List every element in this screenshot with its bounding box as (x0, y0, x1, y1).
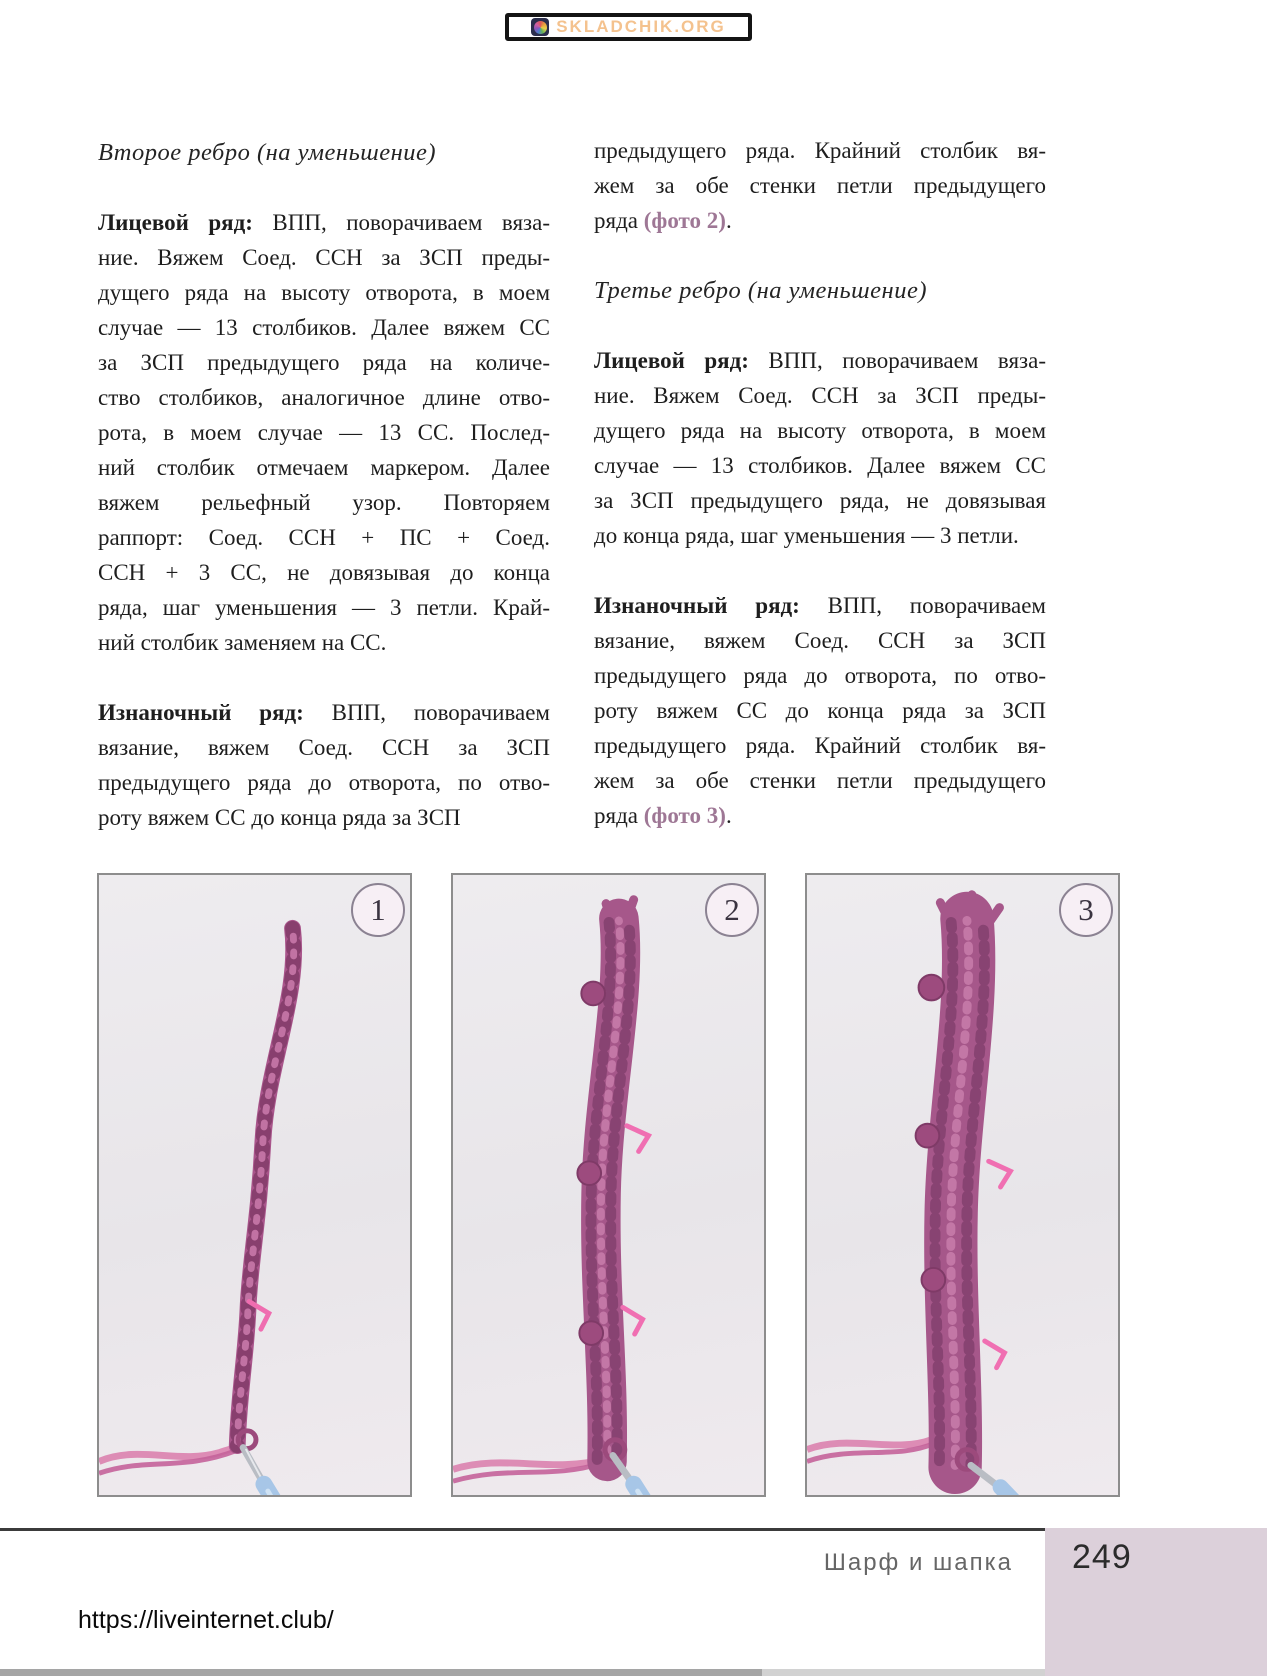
text-run: . (725, 208, 732, 233)
photo-number: 1 (370, 892, 386, 927)
paragraph (98, 205, 550, 660)
text-line (594, 518, 1046, 553)
text-run: ние. Вяжем Соед. ССН за ЗСП преды- (594, 383, 1046, 408)
text-run: ний столбик заменяем на СС. (98, 630, 387, 655)
text-line (594, 168, 1046, 203)
paragraph (98, 695, 550, 835)
text-run: дущего ряда на высоту отворота, в моем (594, 418, 1046, 443)
text-run: ВПП, поворачиваем (799, 593, 1046, 618)
source-url: https://liveinternet.club/ (78, 1606, 334, 1634)
text-line (594, 623, 1046, 658)
text-line (594, 203, 1046, 238)
paragraph (594, 133, 1046, 238)
text-run: предыдущего ряда до отворота, по отво- (594, 663, 1046, 688)
text-line (98, 240, 550, 275)
photo-number: 2 (724, 892, 740, 927)
text-run: за ЗСП предыдущего ряда на количе- (98, 350, 550, 375)
paragraph (594, 343, 1046, 553)
text-run: раппорт: Соед. ССН + ПС + Соед. (98, 525, 550, 550)
text-run: предыдущего ряда. Крайний столбик вя- (594, 733, 1046, 758)
photo-ref: (фото 2) (643, 208, 726, 233)
text-line (98, 800, 550, 835)
text-run: ряда (594, 803, 644, 828)
text-run: ряда, шаг уменьшения — 3 петли. Край- (98, 595, 550, 620)
text-run: ВПП, поворачиваем (303, 700, 550, 725)
text-run: . (725, 803, 732, 828)
photo-3 (805, 873, 1120, 1497)
text-line (98, 625, 550, 660)
text-line (594, 378, 1046, 413)
article-column-right (594, 133, 1046, 868)
text-line (98, 485, 550, 520)
photo-3-image (807, 875, 1118, 1495)
photo-2-image (453, 875, 764, 1495)
text-line (98, 415, 550, 450)
text-line (98, 205, 550, 240)
article-column-left (98, 135, 550, 870)
text-line (594, 133, 1046, 168)
bold-label: Лицевой ряд: (98, 210, 253, 235)
section-heading: Третье ребро (на уменьшение) (594, 277, 927, 304)
text-run: ССН + 3 СС, не довязывая до конца (98, 560, 550, 585)
text-line (98, 450, 550, 485)
text-line (594, 343, 1046, 378)
text-run: ряда (594, 208, 644, 233)
paragraph (594, 588, 1046, 833)
text-run: ний столбик отмечаем маркером. Далее (98, 455, 550, 480)
text-run: вязание, вяжем Соед. ССН за ЗСП (594, 628, 1046, 653)
photo-number-badge (705, 883, 759, 937)
text-run: случае — 13 столбиков. Далее вяжем СС (594, 453, 1046, 478)
photo-2 (451, 873, 766, 1497)
text-line (98, 275, 550, 310)
text-line (98, 590, 550, 625)
photo-1-image (99, 875, 410, 1495)
bold-label: Изнаночный ряд: (594, 593, 800, 618)
text-run: вязание, вяжем Соед. ССН за ЗСП (98, 735, 550, 760)
text-run: ВПП, поворачиваем вяза- (748, 348, 1046, 373)
text-line (594, 413, 1046, 448)
running-header: Шарф и шапка (823, 1549, 1013, 1576)
text-run: жем за обе стенки петли предыдущего (594, 173, 1046, 198)
page-number: 249 (1072, 1538, 1132, 1576)
bold-label: Лицевой ряд: (594, 348, 749, 373)
text-line (98, 380, 550, 415)
text-line (594, 693, 1046, 728)
photo-number-badge (351, 883, 405, 937)
text-line (594, 728, 1046, 763)
text-run: до конца ряда, шаг уменьшения — 3 петли. (594, 523, 1019, 548)
text-line (98, 765, 550, 800)
text-run: роту вяжем СС до конца ряда за ЗСП (98, 805, 461, 830)
text-line (98, 345, 550, 380)
text-line (594, 658, 1046, 693)
photo-number: 3 (1078, 892, 1094, 927)
text-line (594, 588, 1046, 623)
text-line (594, 798, 1046, 833)
text-run: жем за обе стенки петли предыдущего (594, 768, 1046, 793)
photo-1 (97, 873, 412, 1497)
text-run: предыдущего ряда до отворота, по отво- (98, 770, 550, 795)
bottom-strip-light (762, 1669, 1045, 1676)
photo-number-badge (1059, 883, 1113, 937)
color-wheel-icon (531, 18, 549, 36)
text-run: вяжем рельефный узор. Повторяем (98, 490, 550, 515)
text-run: ВПП, поворачиваем вяза- (252, 210, 550, 235)
bottom-strip-dark (0, 1669, 762, 1676)
text-run: роту вяжем СС до конца ряда за ЗСП (594, 698, 1046, 723)
text-run: случае — 13 столбиков. Далее вяжем СС (98, 315, 550, 340)
text-line (594, 483, 1046, 518)
footer-rule (0, 1528, 1045, 1531)
text-run: предыдущего ряда. Крайний столбик вя- (594, 138, 1046, 163)
watermark-banner (505, 13, 752, 41)
text-run: за ЗСП предыдущего ряда, не довязывая (594, 488, 1046, 513)
section-heading: Второе ребро (на уменьшение) (98, 139, 437, 166)
text-run: ние. Вяжем Соед. ССН за ЗСП преды- (98, 245, 550, 270)
text-line (98, 310, 550, 345)
text-line (594, 448, 1046, 483)
photo-ref: (фото 3) (643, 803, 726, 828)
bold-label: Изнаночный ряд: (98, 700, 304, 725)
text-line (594, 763, 1046, 798)
text-line (98, 555, 550, 590)
text-run: ство столбиков, аналогичное длине отво- (98, 385, 550, 410)
text-run: рота, в моем случае — 13 СС. Послед- (98, 420, 550, 445)
text-line (98, 730, 550, 765)
watermark-text: SKLADCHIK.ORG (556, 17, 726, 36)
text-run: дущего ряда на высоту отворота, в моем (98, 280, 550, 305)
text-line (98, 695, 550, 730)
text-line (98, 520, 550, 555)
